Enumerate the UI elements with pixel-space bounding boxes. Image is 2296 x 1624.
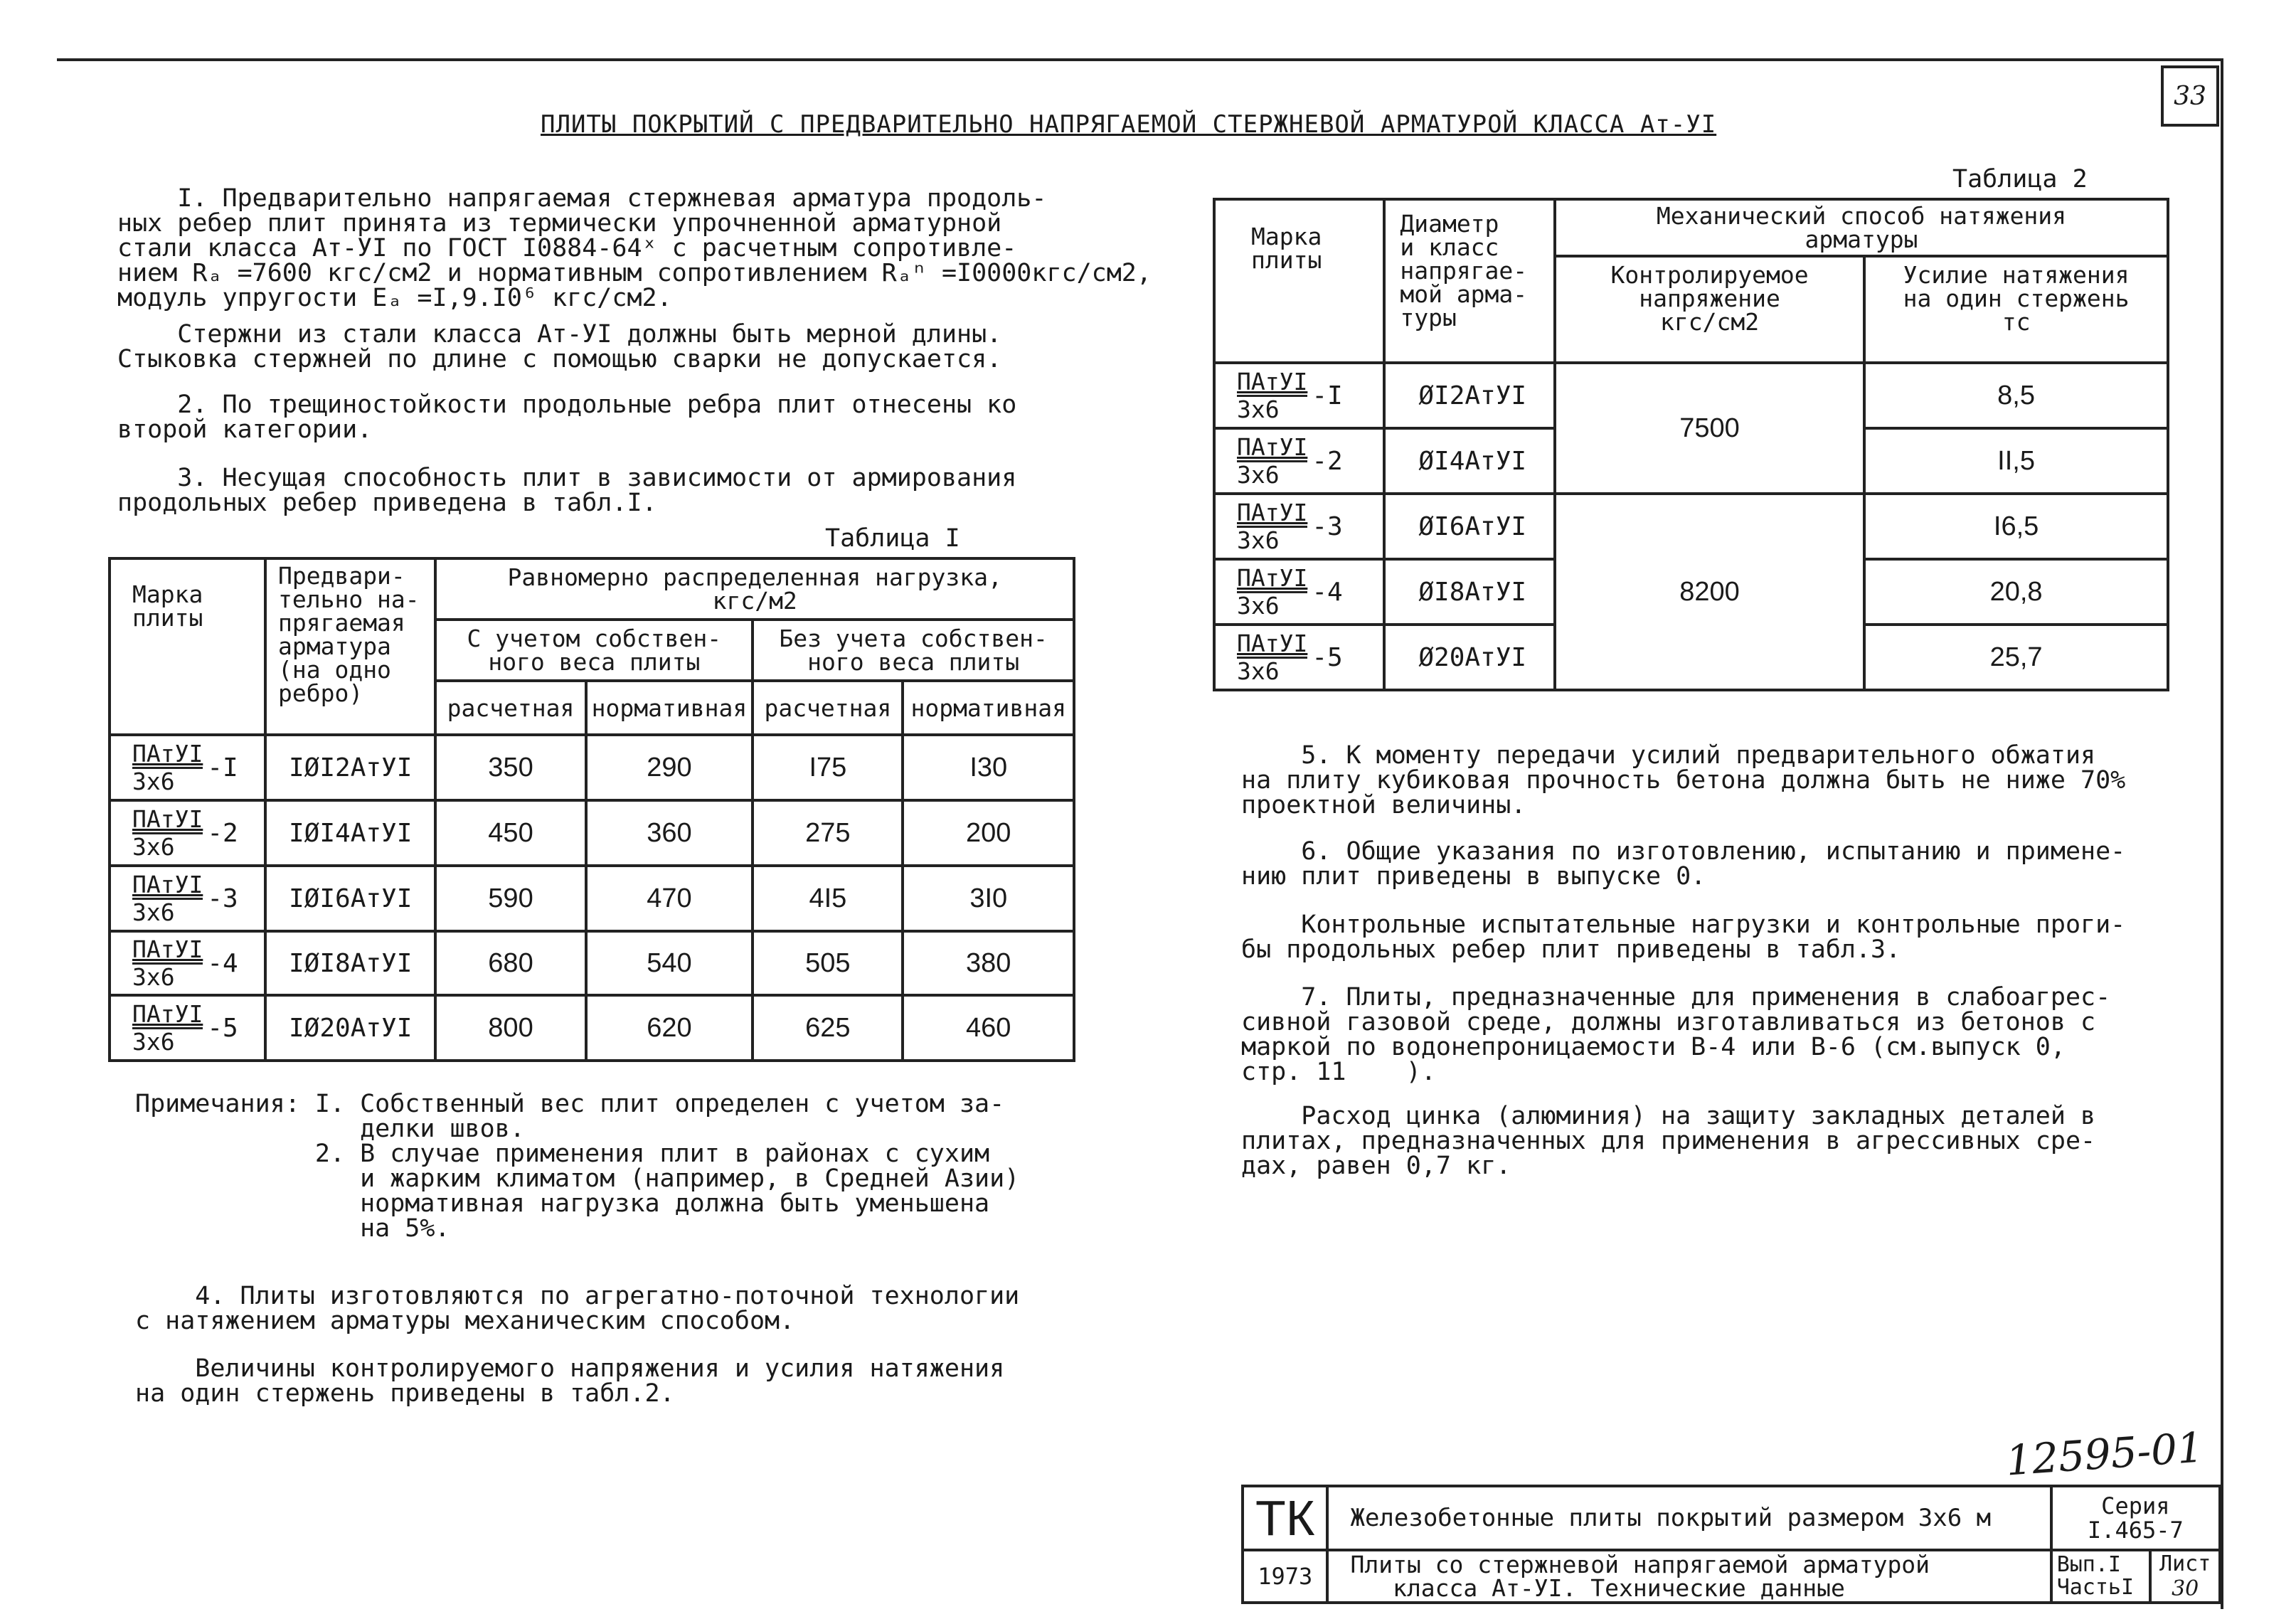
- paragraph-1: I. Предварительно напрягаемая стержневая арматура продоль- ных ребер плит принята из термически упрочненной арматурной стали класса Ат-УI по ГОСТ I0884-64ˣ с расчетным сопротивле- нием Rₐ =7600 кгс/см2 и нормативным сопротивлением Rₐⁿ =I0000кгс/см2, модуль упругости Eₐ =I,9.I0⁶ кгс/см2.: [117, 184, 1152, 312]
- notes: Примечания: I. Собственный вес плит определен с учетом за- делки швов. 2. В случае применения плит в районах с сухим и жарким климатом (например, в Средней Азии) нормативная нагрузка должна быть уменьшена на 5%.: [135, 1090, 1020, 1243]
- mark-bottom: 3х6: [132, 832, 175, 861]
- table-1: [108, 557, 1075, 1062]
- t2-header-method: Механический способ натяжения арматуры: [1555, 199, 2168, 256]
- table-row: [110, 735, 1074, 800]
- t1-norm-without: 3I0: [903, 866, 1074, 931]
- table-row: [110, 931, 1074, 995]
- mark-index: -I: [207, 753, 238, 782]
- mark-top: ПАтУI: [1237, 563, 1308, 592]
- mark-bottom: 3х6: [1237, 591, 1280, 620]
- table2-caption: Таблица 2: [1952, 165, 2088, 193]
- t2-header-diameter: Диаметр и класс напрягае- мой арма- туры: [1384, 199, 1555, 363]
- t1-calc-without: 4I5: [753, 866, 903, 931]
- t2-diameter: ØI6АтУI: [1384, 494, 1555, 559]
- mark-top: ПАтУI: [132, 999, 203, 1028]
- block-title: Железобетонные плиты покрытий размером 3х6 м: [1327, 1486, 2051, 1550]
- t1-calc-with: 350: [435, 735, 585, 800]
- mark-top: ПАтУI: [132, 739, 203, 768]
- mark-top: ПАтУI: [132, 935, 203, 963]
- paragraph-3: 3. Несущая способность плит в зависимости от армирования продольных ребер приведена в табл.I.: [117, 464, 1017, 517]
- t1-rebar: IØI2АтУI: [265, 735, 435, 800]
- t1-rebar: IØI8АтУI: [265, 931, 435, 995]
- t1-calc-without: I75: [753, 735, 903, 800]
- t1-header-norm: нормативная: [586, 681, 753, 735]
- t1-norm-with: 620: [586, 995, 753, 1061]
- t1-norm-without: 200: [903, 800, 1074, 866]
- t2-header-mark: Марка плиты: [1214, 199, 1384, 363]
- table-2: [1213, 198, 2169, 691]
- title-block: [1241, 1485, 2221, 1604]
- table-row: [1214, 494, 2168, 559]
- t2-header-force: Усилие натяжения на один стержень тс: [1864, 256, 2168, 363]
- top-border-line: [57, 58, 2223, 61]
- table-row: [1214, 363, 2168, 428]
- t2-stress-a: 7500: [1555, 363, 1864, 494]
- block-subtitle: Плиты со стержневой напрягаемой арматурой класса Ат-УI. Технические данные: [1327, 1550, 2051, 1603]
- t1-mark: [110, 866, 265, 931]
- t1-norm-without: 380: [903, 931, 1074, 995]
- t2-force: 25,7: [1864, 625, 2168, 690]
- paragraph-4: 4. Плиты изготовляются по агрегатно-поточной технологии с натяжением арматуры механическим способом.: [135, 1282, 1020, 1335]
- t1-norm-with: 470: [586, 866, 753, 931]
- paragraph-rods: Стержни из стали класса Ат-УI должны быть мерной длины. Стыковка стержней по длине с помощью сварки не допускается.: [117, 320, 1002, 373]
- right-border-line: [2221, 58, 2223, 1609]
- t1-mark: [110, 735, 265, 800]
- paragraph-tab2-ref: Величины контролируемого напряжения и усилия натяжения на один стержень приведены в табл.2.: [135, 1354, 1005, 1408]
- t1-header-calc: расчетная: [435, 681, 585, 735]
- mark-bottom: 3х6: [132, 1027, 175, 1056]
- mark-top: ПАтУI: [1237, 629, 1308, 657]
- handwritten-number: 12595-01: [2004, 1423, 2205, 1485]
- t1-header-load: Равномерно распределенная нагрузка, кгс/м2: [435, 558, 1074, 620]
- t2-force: 20,8: [1864, 559, 2168, 625]
- t2-force: I6,5: [1864, 494, 2168, 559]
- t1-header-with-weight: С учетом собствен- ного веса плиты: [435, 620, 753, 681]
- t1-mark: [110, 800, 265, 866]
- table1-caption: Таблица I: [825, 524, 960, 553]
- t1-header-norm-2: нормативная: [903, 681, 1074, 735]
- t1-header-mark: Марка плиты: [110, 558, 265, 735]
- paragraph-6: 6. Общие указания по изготовлению, испытанию и примене- нию плит приведены в выпуске 0.: [1241, 837, 2126, 891]
- t2-diameter: ØI2АтУI: [1384, 363, 1555, 428]
- t2-stress-b: 8200: [1555, 494, 1864, 690]
- t2-mark: [1214, 363, 1384, 428]
- t1-norm-with: 360: [586, 800, 753, 866]
- t1-header-rebar: Предвари- тельно на- прягаемая арматура (на одно ребро): [265, 558, 435, 735]
- t1-norm-with: 540: [586, 931, 753, 995]
- t1-mark: [110, 931, 265, 995]
- issue-cell: Вып.I ЧастьI: [2051, 1550, 2151, 1603]
- mark-index: -4: [1312, 577, 1343, 607]
- series-value: I.465-7: [2087, 1517, 2184, 1544]
- t2-diameter: Ø20АтУI: [1384, 625, 1555, 690]
- t1-rebar: IØ20АтУI: [265, 995, 435, 1061]
- mark-bottom: 3х6: [132, 767, 175, 795]
- t1-calc-without: 275: [753, 800, 903, 866]
- t1-norm-without: 460: [903, 995, 1074, 1061]
- mark-bottom: 3х6: [132, 898, 175, 926]
- mark-top: ПАтУI: [132, 805, 203, 833]
- t1-header-without-weight: Без учета собствен- ного веса плиты: [753, 620, 1074, 681]
- t2-mark: [1214, 559, 1384, 625]
- t2-mark: [1214, 494, 1384, 559]
- t2-force: II,5: [1864, 428, 2168, 494]
- tk-logo: ТК: [1243, 1486, 1327, 1550]
- mark-bottom: 3х6: [1237, 657, 1280, 685]
- mark-index: -2: [1312, 446, 1343, 476]
- sheet-cell: [2150, 1550, 2220, 1603]
- t1-norm-with: 290: [586, 735, 753, 800]
- mark-index: -5: [207, 1013, 238, 1043]
- mark-index: -5: [1312, 642, 1343, 672]
- t1-calc-without: 625: [753, 995, 903, 1061]
- t1-calc-with: 800: [435, 995, 585, 1061]
- series-cell: [2051, 1486, 2220, 1550]
- page-title: ПЛИТЫ ПОКРЫТИЙ С ПРЕДВАРИТЕЛЬНО НАПРЯГАЕМОЙ СТЕРЖНЕВОЙ АРМАТУРОЙ КЛАССА Ат-УI: [541, 110, 1717, 139]
- sheet-number: 33: [2161, 65, 2219, 127]
- t1-calc-with: 680: [435, 931, 585, 995]
- t1-norm-without: I30: [903, 735, 1074, 800]
- t2-header-stress: Контролируемое напряжение кгс/см2: [1555, 256, 1864, 363]
- mark-index: -2: [207, 818, 238, 848]
- paragraph-2: 2. По трещиностойкости продольные ребра плит отнесены ко второй категории.: [117, 391, 1017, 444]
- paragraph-zinc: Расход цинка (алюминия) на защиту закладных деталей в плитах, предназначенных для применения в агрессивных сре- дах, равен 0,7 кг.: [1241, 1102, 2096, 1180]
- t2-force: 8,5: [1864, 363, 2168, 428]
- t1-mark: [110, 995, 265, 1061]
- t1-calc-with: 450: [435, 800, 585, 866]
- sheet-label: Лист: [2159, 1551, 2211, 1576]
- mark-bottom: 3х6: [1237, 526, 1280, 554]
- paragraph-5: 5. К моменту передачи усилий предварительного обжатия на плиту кубиковая прочность бетона должна быть не ниже 70% проектной величины.: [1241, 741, 2126, 819]
- series-label: Серия: [2101, 1492, 2170, 1519]
- mark-index: -I: [1312, 381, 1343, 410]
- mark-index: -4: [207, 948, 238, 978]
- paragraph-test-loads: Контрольные испытательные нагрузки и контрольные проги- бы продольных ребер плит приведены в табл.3.: [1241, 911, 2126, 964]
- t1-rebar: IØI4АтУI: [265, 800, 435, 866]
- mark-top: ПАтУI: [1237, 367, 1308, 396]
- t2-diameter: ØI4АтУI: [1384, 428, 1555, 494]
- mark-top: ПАтУI: [1237, 432, 1308, 461]
- mark-top: ПАтУI: [1237, 498, 1308, 526]
- mark-bottom: 3х6: [132, 962, 175, 991]
- t1-header-calc-2: расчетная: [753, 681, 903, 735]
- mark-bottom: 3х6: [1237, 395, 1280, 423]
- t1-calc-with: 590: [435, 866, 585, 931]
- table-row: [110, 995, 1074, 1061]
- mark-index: -3: [1312, 511, 1343, 541]
- year: 1973: [1243, 1550, 1327, 1603]
- paragraph-7: 7. Плиты, предназначенные для применения в слабоагрес- сивной газовой среде, должны изготавливаться из бетонов с маркой по водонепроницаемости В-4 или В-6 (см.выпуск 0, стр. 11 ).: [1241, 983, 2111, 1086]
- sheet-value: 30: [2172, 1576, 2199, 1601]
- table-row: [110, 800, 1074, 866]
- mark-index: -3: [207, 883, 238, 913]
- table-row: [110, 866, 1074, 931]
- t1-rebar: IØI6АтУI: [265, 866, 435, 931]
- mark-bottom: 3х6: [1237, 460, 1280, 489]
- mark-top: ПАтУI: [132, 870, 203, 898]
- t2-diameter: ØI8АтУI: [1384, 559, 1555, 625]
- t1-calc-without: 505: [753, 931, 903, 995]
- t2-mark: [1214, 625, 1384, 690]
- t2-mark: [1214, 428, 1384, 494]
